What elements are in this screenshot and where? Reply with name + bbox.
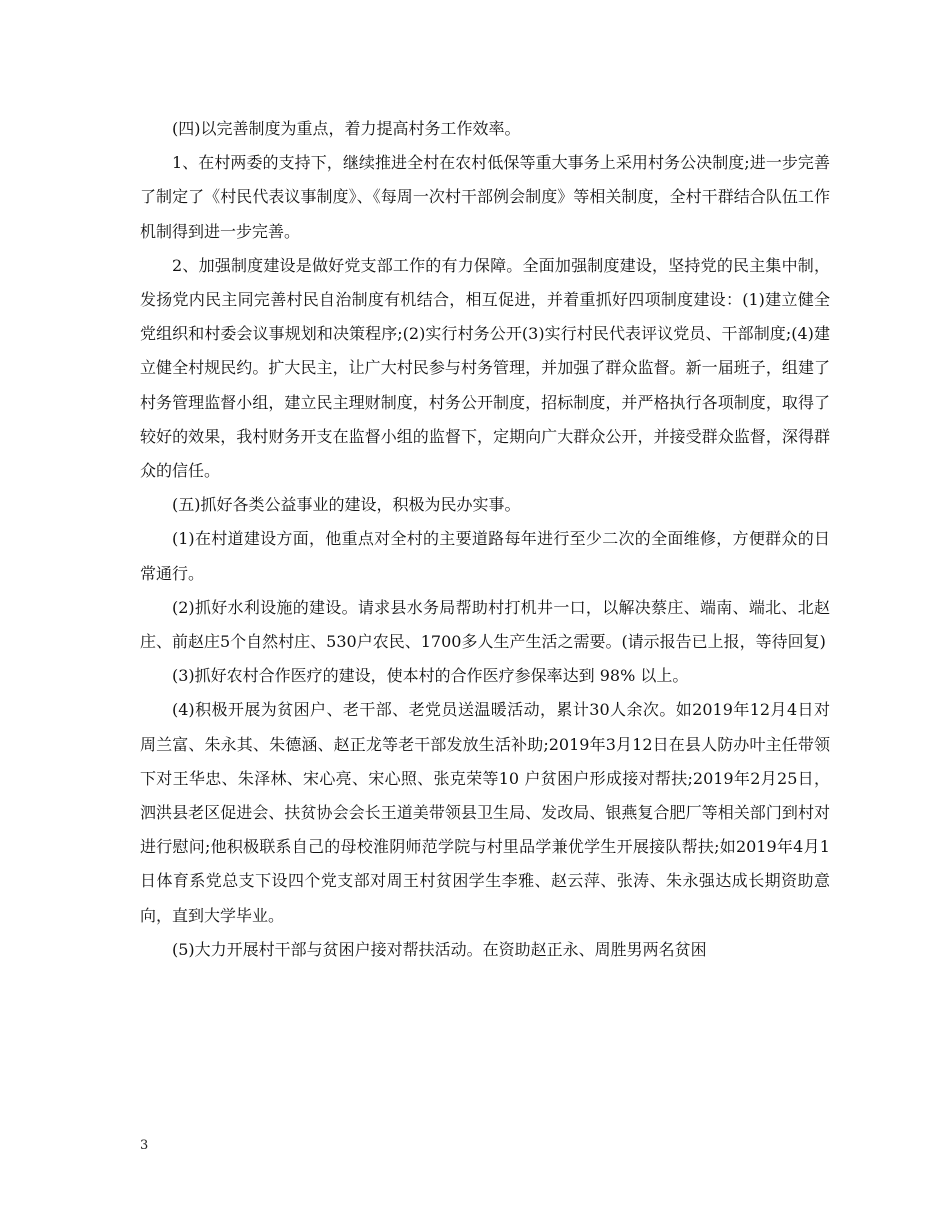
paragraph-pairing-assistance: (5)大力开展村干部与贫困户接对帮扶活动。在资助赵正永、周胜男两名贫困 xyxy=(172,939,707,959)
paragraph-section-5-heading: (五)抓好各类公益事业的建设，积极为民办实事。 xyxy=(172,495,521,515)
paragraph-item-2: 2、加强制度建设是做好党支部工作的有力保障。全面加强制度建设，坚持党的民主集中制，发扬党内民主同完善村民自治制度有机结合，相互促进，并着重抓好四项制度建设：(1)建立健全党组织和村委会议事规划和决策程序;(2)实行村务公开(3)实行村民代表评议党员、干部制度;(4)建立健全村规民约。扩大民主，让广大村民参与村务管理，并加强了群众监督。新一届班子，组建了村务管理监督小组，建立民主理财制度，村务公开制度，招标制度，并严格执行各项制度，取得了较好的效果，我村财务开支在监督小组的监督下，定期向广大群众公开，并接受群众监督，深得群众的信任。 xyxy=(140,255,830,481)
paragraph-item-1: 1、在村两委的支持下，继续推进全村在农村低保等重大事务上采用村务公决制度;进一步完善了制定了《村民代表议事制度》、《每周一次村干部例会制度》等相关制度，全村干群结合队伍工作机制得到进一步完善。 xyxy=(140,153,830,241)
paragraph-warmth-activities: (4)积极开展为贫困户、老干部、老党员送温暖活动，累计30人余次。如2019年12月4日对周兰富、朱永其、朱德涵、赵正龙等老干部发放生活补助;2019年3月12日在县人防办叶主任带领下对王华忠、朱泽林、宋心亮、宋心照、张克荣等10 户贫困户形成接对帮扶;2019年2月25日，泗洪县老区促进会、扶贫协会会长王道美带领县卫生局、发改局、银燕复合肥厂等相关部门到村对进行慰问;他积极联系自己的母校淮阴师范学院与村里品学兼优学生开展接队帮扶;如2019年4月1日体育系党总支下设四个党支部对周王村贫困学生李雅、赵云萍、张涛、朱永强达成长期资助意向，直到大学毕业。 xyxy=(140,700,830,925)
document-body xyxy=(140,112,830,967)
page-number: 3 xyxy=(140,1138,149,1153)
paragraph-section-4-heading: (四)以完善制度为重点，着力提高村务工作效率。 xyxy=(172,119,521,138)
paragraph-village-roads: (1)在村道建设方面，他重点对全村的主要道路每年进行至少二次的全面维修，方便群众的日常通行。 xyxy=(140,529,830,583)
paragraph-water-facilities: (2)抓好水利设施的建设。请求县水务局帮助村打机井一口，以解决蔡庄、端南、端北、北赵庄、前赵庄5个自然村庄、530户农民、1700多人生产生活之需要。(请示报告已上报，等待回复) xyxy=(140,597,830,652)
paragraph-medical-insurance: (3)抓好农村合作医疗的建设，使本村的合作医疗参保率达到 98% 以上。 xyxy=(172,666,689,686)
